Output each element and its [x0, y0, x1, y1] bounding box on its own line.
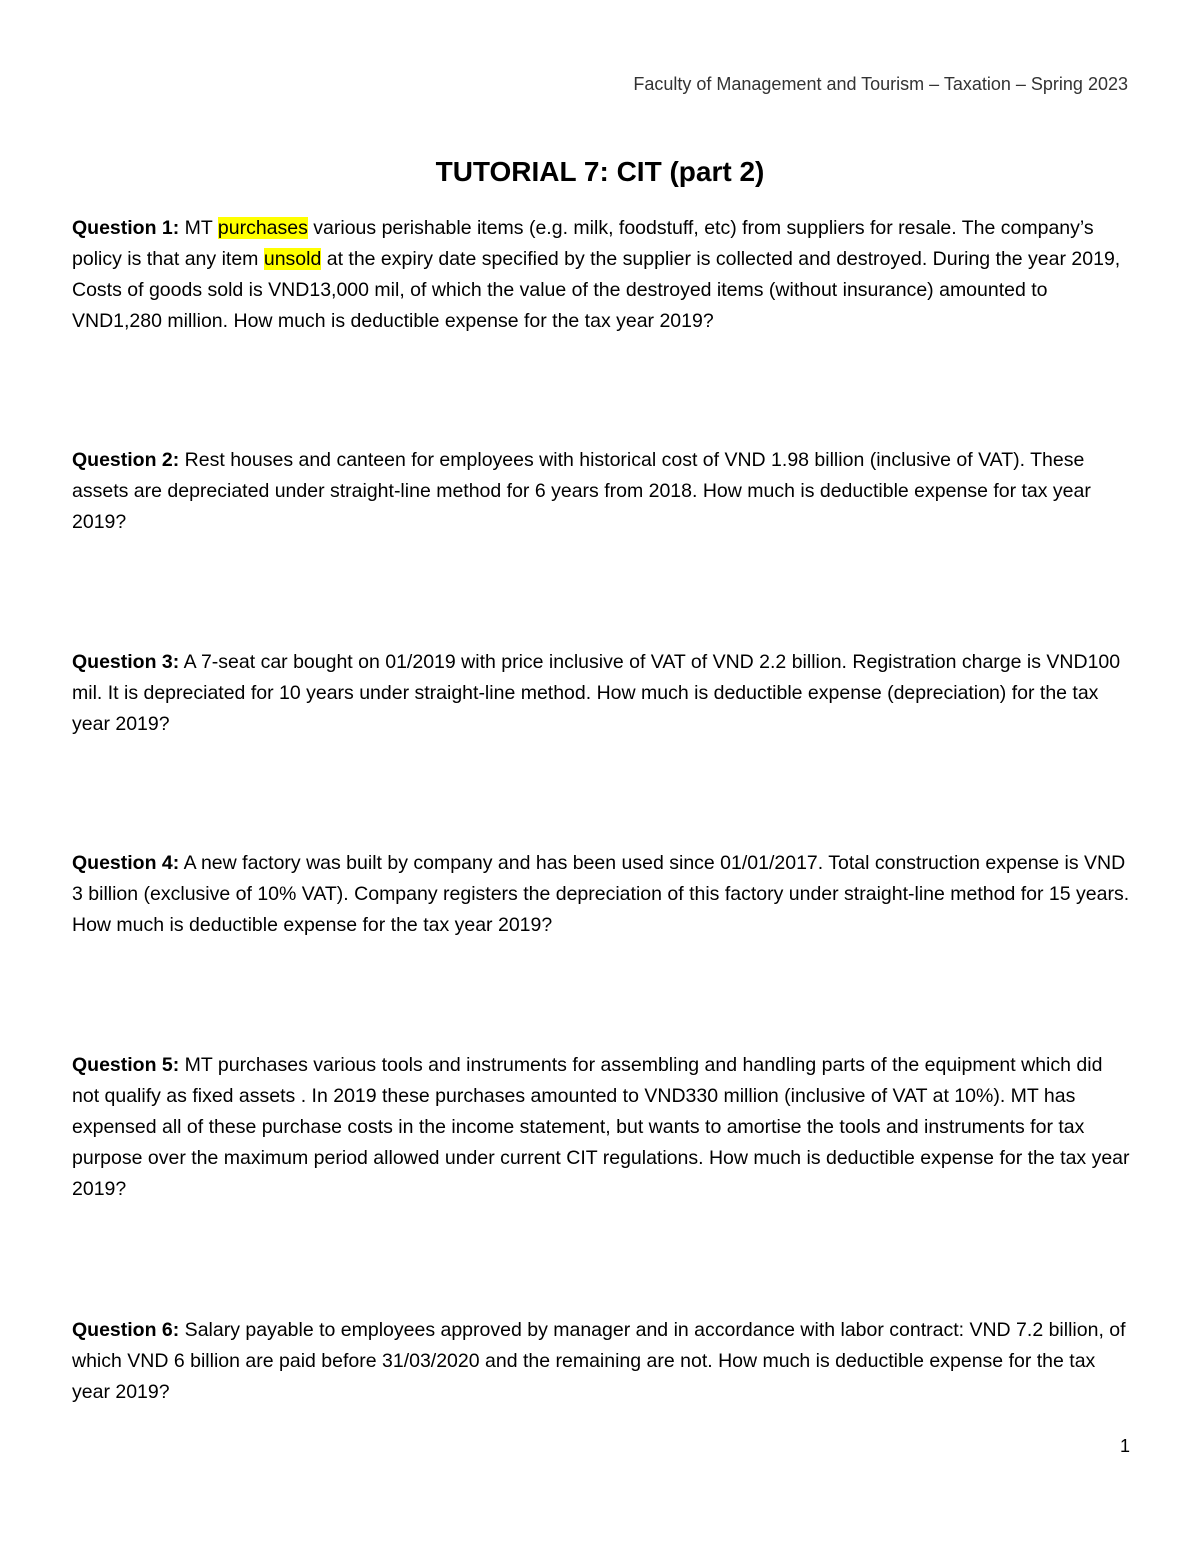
document-title: TUTORIAL 7: CIT (part 2)	[435, 156, 765, 187]
question-text: Rest houses and canteen for employees with historical cost of VND 1.98 billion (inclusive of VAT). These assets are depreciated under straight-line method for 6 years from 2018. How much is deductible expense for tax year 2019?	[72, 449, 1091, 533]
question-3	[72, 647, 1132, 740]
question-label: Question 6:	[72, 1319, 180, 1341]
question-text: MT purchases various tools and instruments for assembling and handling parts of the equipment which did not qualify as fixed assets . In 2019 these purchases amounted to VND330 million (inclusive of VAT at 10%). MT has expensed all of these purchase costs in the income statement, but wants to amortise the tools and instruments for tax purpose over the maximum period allowed under current CIT regulations. How much is deductible expense for the tax year 2019?	[72, 1054, 1130, 1200]
question-text: various perishable items (e.g. milk, foodstuff, etc) from suppliers for resale. The company’s policy is that any item	[72, 217, 1094, 270]
question-2	[72, 445, 1132, 538]
page-number: 1	[1119, 1436, 1130, 1456]
question-label: Question 3:	[72, 651, 180, 673]
question-6	[72, 1315, 1132, 1408]
question-text: A 7-seat car bought on 01/2019 with price inclusive of VAT of VND 2.2 billion. Registration charge is VND100 mil. It is depreciated for 10 years under straight-line method. How much is deductible expense (depreciation) for the tax year 2019?	[72, 651, 1121, 735]
question-text: MT	[179, 217, 218, 239]
question-1	[72, 213, 1132, 337]
question-label: Question 1:	[72, 217, 180, 239]
question-label: Question 2:	[72, 449, 180, 471]
question-5	[72, 1050, 1132, 1205]
question-4	[72, 848, 1132, 941]
question-text: at the expiry date specified by the supplier is collected and destroyed. During the year 2019, Costs of goods sold is VND13,000 mil, of which the value of the destroyed items (without insurance) amounted to VND1,280 million. How much is deductible expense for the tax year 2019?	[72, 248, 1121, 332]
question-label: Question 4:	[72, 852, 180, 874]
question-label: Question 5:	[72, 1054, 180, 1076]
highlighted-word: unsold	[263, 248, 322, 270]
question-text: A new factory was built by company and has been used since 01/01/2017. Total construction expense is VND 3 billion (exclusive of 10% VAT). Company registers the depreciation of this factory under straight-line method for 15 years. How much is deductible expense for the tax year 2019?	[72, 852, 1130, 936]
page-header: Faculty of Management and Tourism – Taxation – Spring 2023	[633, 74, 1128, 94]
highlighted-word: purchases	[217, 217, 308, 239]
question-text: Salary payable to employees approved by manager and in accordance with labor contract: VND 7.2 billion, of which VND 6 billion are paid before 31/03/2020 and the remaining are not. How much is deductible expense for the tax year 2019?	[72, 1319, 1126, 1403]
